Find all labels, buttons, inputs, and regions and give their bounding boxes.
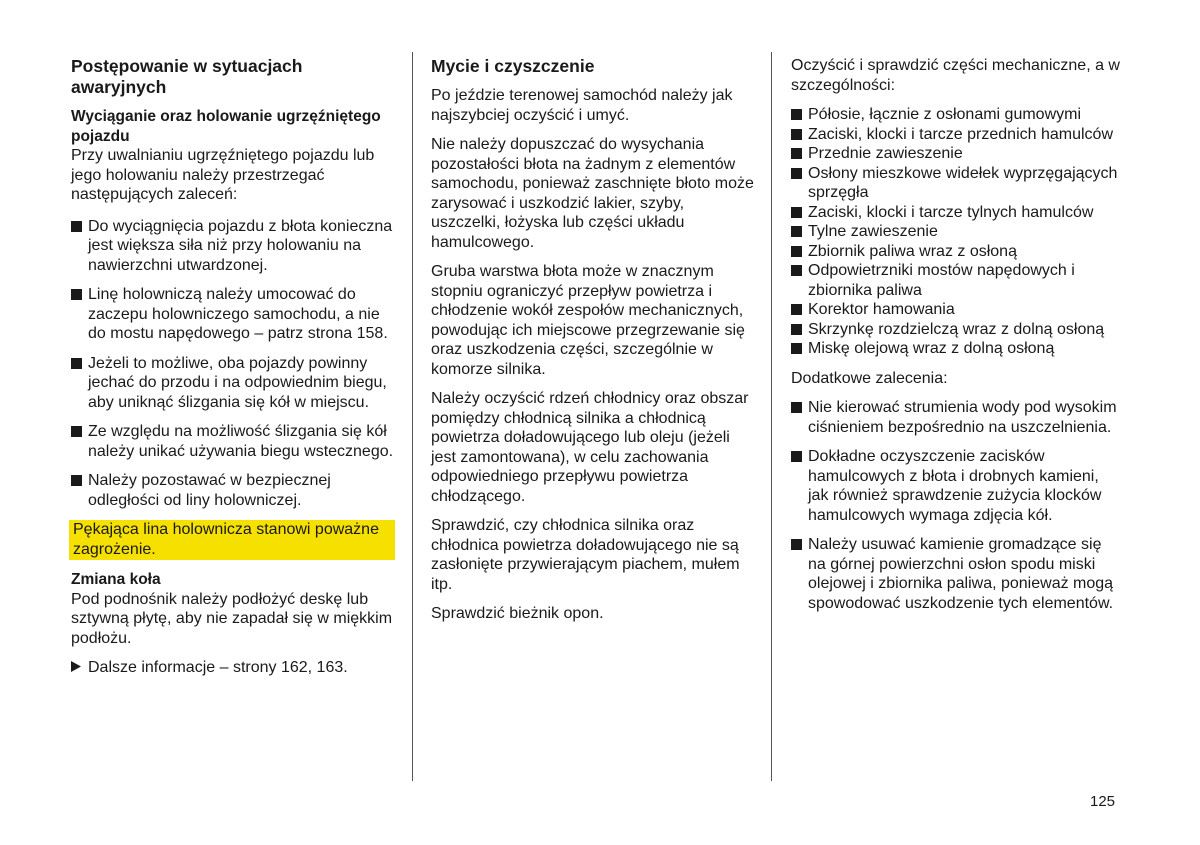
warning-box: Pękająca lina holownicza stanowi poważne zagrożenie. xyxy=(69,520,395,560)
list-item: Linę holowniczą należy umocować do zaczepu holowniczego samochodu, a nie do mostu napędowego – patrz strona 158. xyxy=(71,285,399,344)
arrow-right-icon xyxy=(71,658,82,678)
list-item: Miskę olejową wraz z dolną osłoną xyxy=(791,339,1121,359)
more-info-text: Dalsze informacje – strony 162, 163. xyxy=(88,659,348,676)
list-item: Należy pozostawać w bezpiecznej odległości od liny holowniczej. xyxy=(71,471,399,510)
column-divider xyxy=(412,52,413,781)
section-heading-washing: Mycie i czyszczenie xyxy=(431,56,595,76)
list-item: Jeżeli to możliwe, oba pojazdy powinny jechać do przodu i na odpowiednim biegu, aby uniknąć ślizgania się kół w miejscu. xyxy=(71,354,399,413)
column-washing xyxy=(431,56,757,634)
list-item: Odpowietrzniki mostów napędowych i zbiornika paliwa xyxy=(791,261,1121,300)
list-item: Przednie zawieszenie xyxy=(791,144,1121,164)
parts-list xyxy=(791,105,1121,359)
list-item: Zaciski, klocki i tarcze przednich hamulców xyxy=(791,125,1121,145)
towing-bullet-list xyxy=(71,217,399,511)
washing-paragraph: Gruba warstwa błota może w znacznym stopniu ograniczyć przepływ powietrza i chłodzenie wokół zespołów mechanicznych, powodując ich miejscowe przegrzewanie się oraz uszkodzenia części, szczególnie w komorze silnika. xyxy=(431,263,745,378)
washing-paragraph: Należy oczyścić rdzeń chłodnicy oraz obszar pomiędzy chłodnicą silnika a chłodnicą powietrza doładowującego lub oleju (jeżeli jest zamontowana), w celu zachowania odpowiedniego przepływu powietrza chłodzącego. xyxy=(431,390,749,505)
list-item: Do wyciągnięcia pojazdu z błota konieczna jest większa siła niż przy holowaniu na nawierzchni utwardzonej. xyxy=(71,217,399,276)
column-emergency xyxy=(71,56,399,678)
additional-list xyxy=(791,398,1121,613)
additional-label: Dodatkowe zalecenia: xyxy=(791,369,948,387)
list-item: Skrzynkę rozdzielczą wraz z dolną osłoną xyxy=(791,320,1121,340)
column-inspection xyxy=(791,56,1121,623)
list-item: Zaciski, klocki i tarcze tylnych hamulców xyxy=(791,203,1121,223)
washing-paragraph: Po jeździe terenowej samochód należy jak najszybciej oczyścić i umyć. xyxy=(431,87,733,124)
towing-intro: Przy uwalnianiu ugrzęźniętego pojazdu lub jego holowaniu należy przestrzegać następujących zaleceń: xyxy=(71,147,375,203)
list-item: Należy usuwać kamienie gromadzące się na górnej powierzchni osłon spodu miski olejowej i zbiornika paliwa, ponieważ mogą spowodować uszkodzenie tych elementów. xyxy=(791,535,1121,613)
subheading-towing: Wyciąganie oraz holowanie ugrzęźniętego pojazdu xyxy=(71,108,381,145)
washing-paragraph: Nie należy dopuszczać do wysychania pozostałości błota na żadnym z elementów samochodu, ponieważ zaschnięte błoto może zarysować i uszkodzić lakier, szyby, uszczelki, łożyska lub części układu hamulcowego. xyxy=(431,136,754,251)
washing-paragraph: Sprawdzić, czy chłodnica silnika oraz chłodnica powietrza doładowującego nie są zasłonięte przywierającym piachem, mułem itp. xyxy=(431,517,740,593)
list-item: Zbiornik paliwa wraz z osłoną xyxy=(791,242,1121,262)
list-item: Osłony mieszkowe widełek wyprzęgających sprzęgła xyxy=(791,164,1121,203)
wheel-change-text: Pod podnośnik należy podłożyć deskę lub sztywną płytę, aby nie zapadał się w miękkim podłożu. xyxy=(71,590,393,647)
inspection-intro: Oczyścić i sprawdzić części mechaniczne, a w szczególności: xyxy=(791,57,1120,94)
section-heading-emergency: Postępowanie w sytuacjach awaryjnych xyxy=(71,56,303,97)
list-item: Dokładne oczyszczenie zacisków hamulcowych z błota i drobnych kamieni, jak również sprawdzenie zużycia klocków hamulcowych wymaga zdjęcia kół. xyxy=(791,447,1121,525)
more-info-reference xyxy=(71,658,399,678)
list-item: Nie kierować strumienia wody pod wysokim ciśnieniem bezpośrednio na uszczelnienia. xyxy=(791,398,1121,437)
list-item: Półosie, łącznie z osłonami gumowymi xyxy=(791,105,1121,125)
washing-paragraph: Sprawdzić bieżnik opon. xyxy=(431,605,604,622)
list-item: Korektor hamowania xyxy=(791,300,1121,320)
list-item: Ze względu na możliwość ślizgania się kół należy unikać używania biegu wstecznego. xyxy=(71,422,399,461)
list-item: Tylne zawieszenie xyxy=(791,222,1121,242)
subheading-wheel-change: Zmiana koła xyxy=(71,571,161,588)
page-number: 125 xyxy=(1090,793,1116,810)
column-divider xyxy=(771,52,772,781)
